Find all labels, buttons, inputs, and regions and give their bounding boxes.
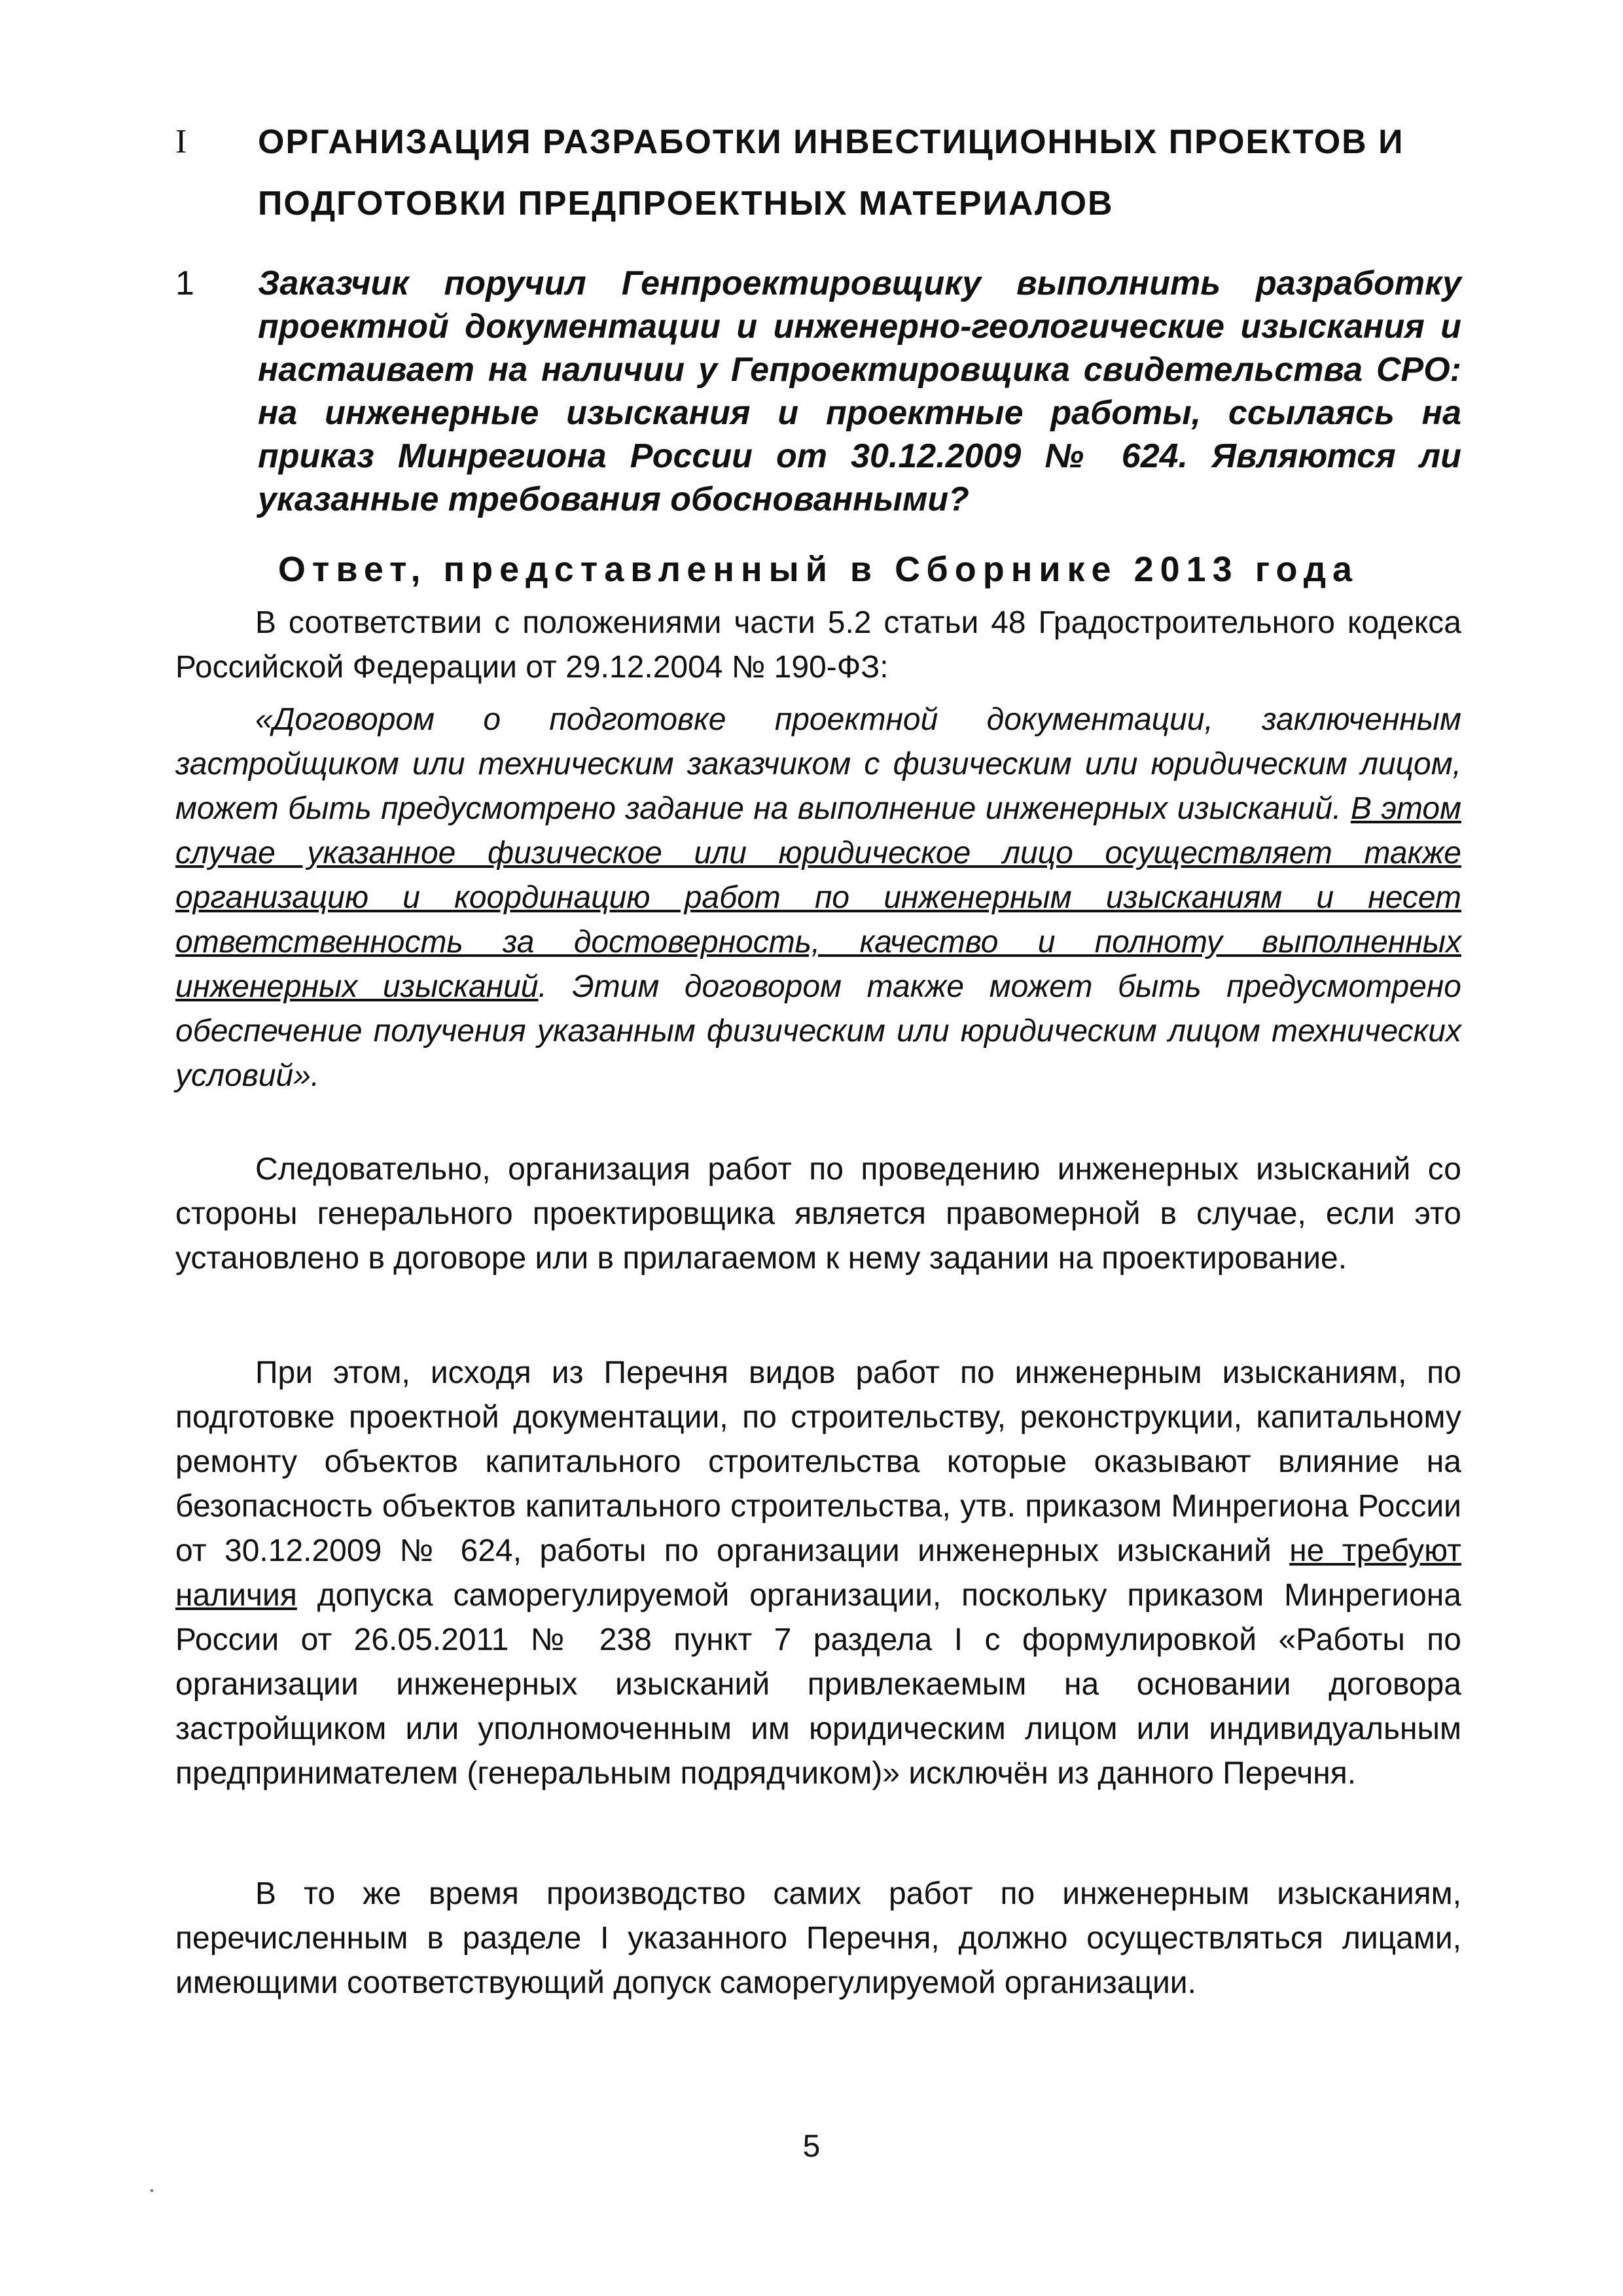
section-heading <box>175 111 1478 234</box>
question-text: Заказчик поручил Генпроектировщику выполнить разработку проектной документации и инженерно-геологические изыскания и настаивает на наличии у Гепроектировщика свидетельства СРО: на инженерные изыскания и проектные работы, ссылаясь на приказ Минрегиона России от 30.12.2009 № 624. Являются ли указанные требования обоснованными? <box>258 264 1461 518</box>
paragraph-legal-basis: В соответствии с положениями части 5.2 статьи 48 Градостроительного кодекса Российской Федерации от 29.12.2004 № 190-ФЗ: <box>175 605 1461 685</box>
quote-text-start: «Договором о подготовке проектной документации, заключенным застройщиком или техническим заказчиком с физическим или юридическим лицом, может быть предусмотрено задание на выполнение инженерных изысканий. <box>175 702 1461 826</box>
answer-heading: Ответ, представленный в Сборнике 2013 года <box>277 550 1359 589</box>
quote-underlined-text: В этом случае указанное физическое или юридическое лицо осуществляет также организацию и координацию работ по инженерным изысканиям и несет ответственность за достоверность, качество и полноту выполненных инженерных изысканий <box>175 791 1462 1004</box>
paragraph-sro-requirement: В то же время производство самих работ по инженерным изысканиям, перечисленным в разделе I указанного Перечня, должно осуществляться лицами, имеющими соответствующий допуск саморегулируемой организации. <box>175 1876 1461 2000</box>
section-title: ОРГАНИЗАЦИЯ РАЗРАБОТКИ ИНВЕСТИЦИОННЫХ ПРОЕКТОВ И ПОДГОТОВКИ ПРЕДПРОЕКТНЫХ МАТЕРИАЛОВ <box>258 123 1404 223</box>
page-number: 5 <box>802 2129 821 2164</box>
quote-paragraph <box>175 698 1461 1098</box>
paragraph-list-reference <box>175 1351 1461 1796</box>
quote-text-end: . Этим договором также может быть предусмотрено обеспечение получения указанным физическим или юридическим лицом технических условий». <box>175 969 1462 1093</box>
paragraph-list-reference-start: При этом, исходя из Перечня видов работ по инженерным изысканиям, по подготовке проектной документации, по строительству, реконструкции, капитальному ремонту объектов капитального строительства которые оказывают влияние на безопасность объектов капитального строительства, утв. приказом Минрегиона России от 30.12.2009 № 624, работы по организации инженерных изысканий <box>175 1355 1461 1568</box>
question-number: 1 <box>175 264 194 302</box>
paragraph-conclusion: Следовательно, организация работ по проведению инженерных изысканий со стороны генерального проектировщика является правомерной в случае, если это установлено в договоре или в прилагаемом к нему задании на проектирование. <box>175 1152 1461 1276</box>
section-number: I <box>175 123 187 160</box>
question-block <box>175 262 1461 521</box>
paragraph-list-reference-end: допуска саморегулируемой организации, поскольку приказом Минрегиона России от 26.05.2011 № 238 пункт 7 раздела I с формулировкой «Работы по организации инженерных изысканий привлекаемым на основании договора застройщиком или уполномоченным им юридическим лицом или индивидуальным предпринимателем (генеральным подрядчиком)» исключён из данного Перечня. <box>175 1578 1461 1791</box>
not-required-underlined: не требуют наличия <box>175 1534 1462 1613</box>
scan-speck <box>151 2189 153 2192</box>
